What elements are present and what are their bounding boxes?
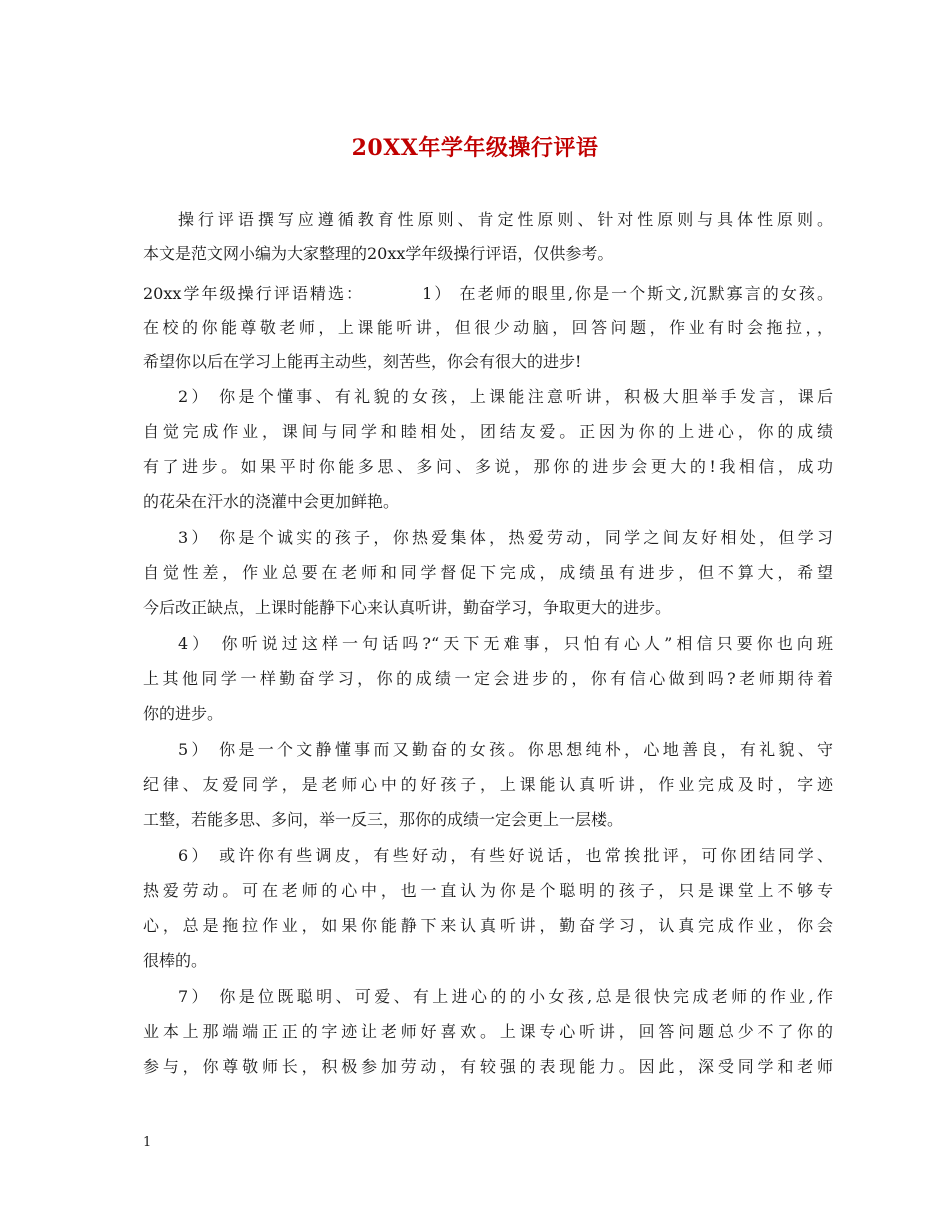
paragraph-3-line-3: 今后改正缺点，上课时能静下心来认真听讲，勤奋学习，争取更大的进步。 xyxy=(143,598,672,617)
paragraph-7-line-3: 参与，你尊敬师长，积极参加劳动，有较强的表现能力。因此，深受同学和老师 xyxy=(143,1057,833,1076)
paragraph-3-line-1: 3） 你是个诚实的孩子，你热爱集体，热爱劳动，同学之间友好相处，但学习 xyxy=(178,528,833,547)
paragraph-1-line-3: 希望你以后在学习上能再主动些，刻苦些，你会有很大的进步! xyxy=(143,352,582,371)
paragraph-2-line-1: 2） 你是个懂事、有礼貌的女孩，上课能注意听讲，积极大胆举手发言，课后 xyxy=(178,387,833,406)
document-title: 20XX年学年级操行评语 xyxy=(351,135,599,161)
paragraph-1-line-2: 在校的你能尊敬老师，上课能听讲，但很少动脑，回答问题，作业有时会拖拉，， xyxy=(143,318,833,337)
paragraph-1-line-1: 1） 在老师的眼里,你是一个斯文,沉默寡言的女孩。 xyxy=(422,284,833,303)
paragraph-6-line-4: 很棒的。 xyxy=(143,951,208,970)
intro-line-2: 本文是范文网小编为大家整理的20xx学年级操行评语，仅供参考。 xyxy=(143,244,614,263)
paragraph-2-line-4: 的花朵在汗水的浇灌中会更加鲜艳。 xyxy=(143,492,400,511)
paragraph-4-line-2: 上其他同学一样勤奋学习，你的成绩一定会进步的，你有信心做到吗?老师期待着 xyxy=(143,669,833,688)
paragraph-6-line-3: 心，总是拖拉作业，如果你能静下来认真听讲，勤奋学习，认真完成作业，你会 xyxy=(143,916,833,935)
paragraph-6-line-1: 6） 或许你有些调皮，有些好动，有些好说话，也常挨批评，可你团结同学、 xyxy=(178,846,833,865)
paragraph-6-line-2: 热爱劳动。可在老师的心中，也一直认为你是个聪明的孩子，只是课堂上不够专 xyxy=(143,881,833,900)
heading-line xyxy=(143,282,833,306)
page-number: 1 xyxy=(143,1135,152,1150)
paragraph-4-line-1: 4） 你听说过这样一句话吗?“天下无难事，只怕有心人”相信只要你也向班 xyxy=(178,634,833,653)
paragraph-5-line-1: 5） 你是一个文静懂事而又勤奋的女孩。你思想纯朴，心地善良，有礼貌、守 xyxy=(178,740,833,759)
paragraph-7-line-1: 7） 你是位既聪明、可爱、有上进心的的小女孩,总是很快完成老师的作业,作 xyxy=(178,987,833,1006)
paragraph-2-line-3: 有了进步。如果平时你能多思、多问、多说，那你的进步会更大的!我相信，成功 xyxy=(143,457,833,476)
paragraph-7-line-2: 业本上那端端正正的字迹让老师好喜欢。上课专心听讲，回答问题总少不了你的 xyxy=(143,1022,833,1041)
paragraph-5-line-2: 纪律、友爱同学，是老师心中的好孩子，上课能认真听讲，作业完成及时，字迹 xyxy=(143,775,833,794)
paragraph-5-line-3: 工整，若能多思、多问，举一反三，那你的成绩一定会更上一层楼。 xyxy=(143,810,624,829)
paragraph-4-line-3: 你的进步。 xyxy=(143,704,224,723)
paragraph-2-line-2: 自觉完成作业，课间与同学和睦相处，团结友爱。正因为你的上进心，你的成绩 xyxy=(143,422,833,441)
paragraph-3-line-2: 自觉性差，作业总要在老师和同学督促下完成，成绩虽有进步，但不算大，希望 xyxy=(143,563,833,582)
heading-label: 20xx学年级操行评语精选： xyxy=(143,284,365,303)
intro-line-1: 操行评语撰写应遵循教育性原则、肯定性原则、针对性原则与具体性原则。 xyxy=(178,210,833,229)
